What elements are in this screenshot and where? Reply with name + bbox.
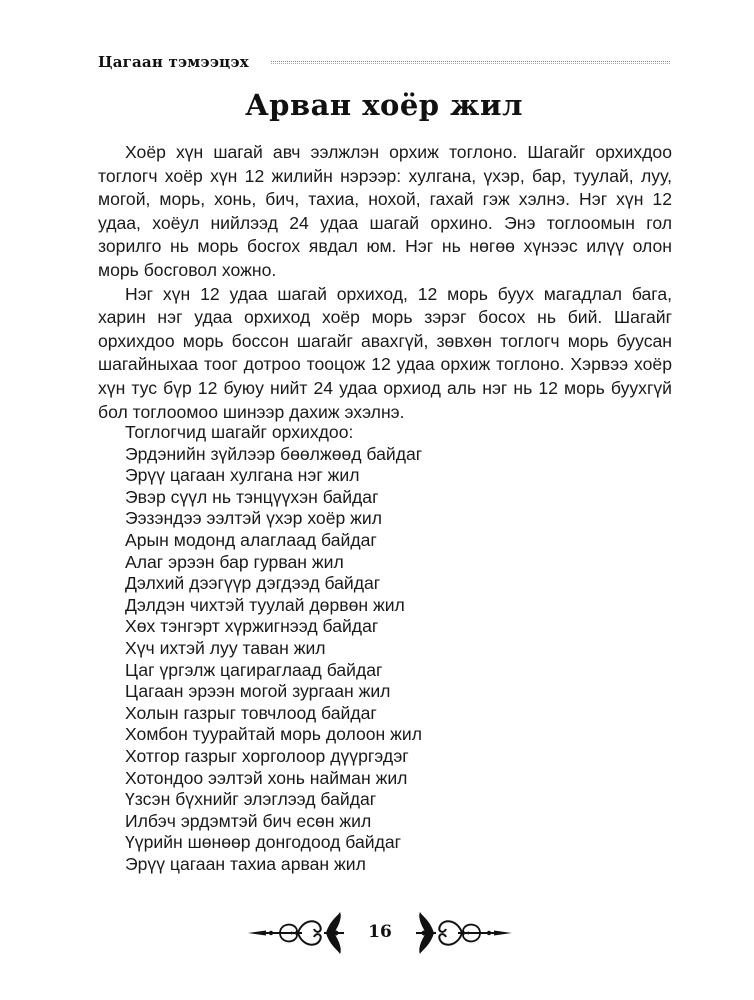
verse-line: Хөх тэнгэрт хүржигнээд байдаг — [125, 616, 379, 637]
verse-line: Тоглогчид шагайг орхихдоо: — [125, 422, 354, 442]
page-footer — [240, 910, 520, 956]
running-head-rule — [271, 61, 670, 64]
verse-line: Эрүү цагаан тахиа арван жил — [125, 853, 366, 874]
verse-line: Илбэч эрдэмтэй бич есөн жил — [125, 810, 372, 831]
verse-line: Ээзэндээ ээлтэй үхэр хоёр жил — [125, 508, 383, 529]
verse-line: Үзсэн бүхнийг элэглээд байдаг — [125, 789, 377, 810]
verse-line: Дэлхий дээгүүр дэгдээд байдаг — [125, 573, 381, 594]
chapter-title: Арван хоёр жил — [245, 88, 523, 122]
verse-line: Цагаан эрээн могой зургаан жил — [125, 681, 391, 702]
verse-line: Цаг үргэлж цагираглаад байдаг — [125, 659, 383, 680]
verse-line: Холын газрыг товчлоод байдаг — [125, 702, 377, 723]
verse-line: Хотгор газрыг хорголоор дүүргэдэг — [125, 745, 409, 766]
ornament-scroll-left-icon — [248, 912, 344, 954]
page-number: 16 — [368, 922, 392, 942]
body-text — [98, 141, 672, 424]
paragraph-rules: Хоёр хүн шагай авч ээлжлэн орхиж тоглоно. Шагайг орхихдоо тоглогч хоёр хүн 12 жилийн нэрээр: хулгана, үхэр, бар, туулай, луу, могой, морь, хонь, бич, тахиа, нохой, гахай гэж хэлнэ. Нэг хүн 12 удаа, хоёул нийлээд 24 удаа шагай орхино. Энэ тоглоомын гол зорилго нь морь босгох явдал юм. Нэг нь нөгөө хүнээс илүү олон морь босговол хожно. — [98, 142, 672, 280]
running-head — [98, 50, 670, 74]
verse-line: Арын модонд алаглаад байдаг — [125, 529, 377, 550]
ornament-scroll-right-icon — [416, 912, 512, 954]
verse-line: Эрүү цагаан хулгана нэг жил — [125, 465, 360, 486]
verse-line: Үүрийн шөнөөр донгодоод байдаг — [125, 832, 402, 853]
running-head-title: Цагаан тэмээцэх — [98, 53, 249, 71]
verse-line: Алаг эрээн бар гурван жил — [125, 551, 344, 572]
verse — [125, 422, 625, 875]
verse-line: Дэлдэн чихтэй туулай дөрвөн жил — [125, 594, 405, 615]
verse-line: Эрдэнийн зүйлээр бөөлжөөд байдаг — [125, 443, 423, 464]
verse-line: Хомбон туурайтай морь долоон жил — [125, 724, 422, 745]
verse-line: Хүч ихтэй луу таван жил — [125, 637, 326, 658]
verse-line: Эвэр сүүл нь тэнцүүхэн байдаг — [125, 486, 379, 507]
paragraph-details: Нэг хүн 12 удаа шагай орхиход, 12 морь буух магадлал бага, харин нэг удаа орхиход хоёр морь зэрэг босох нь бий. Шагайг орхихдоо морь боссон шагайг авахгүй, зөвхөн тоглогч морь буусан шагайныхаа тоог дотроо тооцож 12 удаа орхиж тоглоно. Хэрвээ хоёр хүн тус бүр 12 буюу нийт 24 удаа орхиод аль нэг нь 12 морь буухгүй бол тоглоомоо шинээр дахиж эхэлнэ. — [98, 283, 672, 422]
verse-line: Хотондоо ээлтэй хонь найман жил — [125, 767, 408, 788]
